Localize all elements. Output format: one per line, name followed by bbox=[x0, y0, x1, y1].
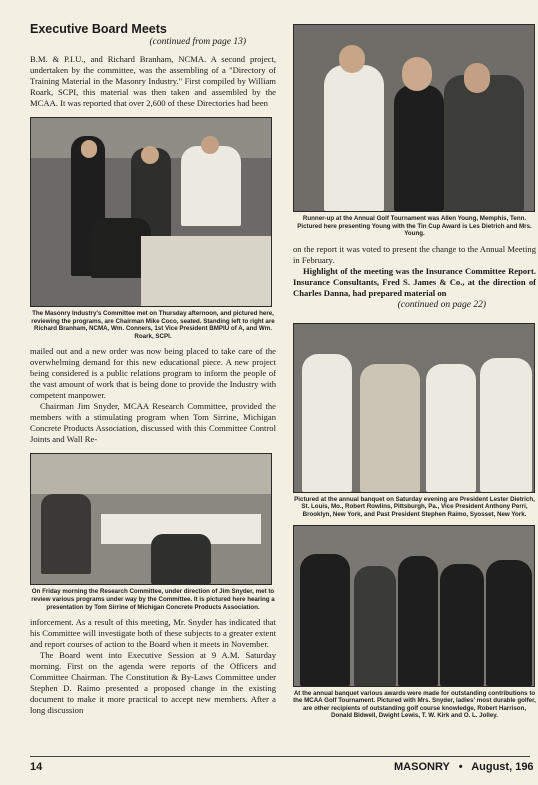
paragraph-2: mailed out and a new order was now being placed to take care of the overwhelming demand for this new educational piece. A new project being considered is a public relations program to inform the people of the vast amount of work that is being done to provide the Industry with competent manpower. bbox=[30, 346, 276, 401]
photo-research-committee bbox=[30, 453, 272, 585]
article-headline: Executive Board Meets bbox=[30, 22, 167, 36]
photo-committee-meeting bbox=[30, 117, 272, 307]
continued-from-note: (continued from page 13) bbox=[149, 37, 246, 47]
photo-golf-runner-up bbox=[293, 24, 535, 212]
paragraph-3: Chairman Jim Snyder, MCAA Research Committee, provided the members with a stimulating program when Tom Sirrine, Michigan Concrete Products Association, discussed with this Committee Control Joints and Wall Re- bbox=[30, 401, 276, 445]
photo-research-caption: On Friday morning the Research Committee, under direction of Jim Snyder, met to review various programs under way by the Committee. It is pictured here hearing a presentation by Tom Sirrine of Michigan Concrete Products Association. bbox=[31, 588, 275, 611]
paragraph-6: on the report it was voted to present the change to the Annual Meeting in February. bbox=[293, 243, 536, 265]
left-column bbox=[30, 22, 276, 716]
paragraph-4: inforcement. As a result of this meeting, Mr. Snyder has indicated that his Committee will investigate both of these subjects to a greater extent and report courses of action to the Board when it meets in November. bbox=[30, 617, 276, 650]
continued-on-note: (continued on page 22) bbox=[397, 299, 486, 310]
magazine-name: MASONRY bbox=[394, 761, 450, 773]
paragraph-5: The Board went into Executive Session at 9 A.M. Saturday morning. First on the agenda were reports of the Officers and Committee Chairman. The Constitution & By-Laws Committee under Stephen D. Raimo presented a proposed change in the existing document to make it more practical to accept new members. After a long discussion bbox=[30, 650, 276, 716]
photo-golf-caption: Runner-up at the Annual Golf Tournament was Allen Young, Memphis, Tenn. Pictured here presenting Young with the Tin Cup Award is Les Dietrich and Mrs. Young. bbox=[297, 215, 532, 238]
right-column bbox=[293, 24, 536, 726]
paragraph-7: Highlight of the meeting was the Insurance Committee Report. Insurance Consultants, Fred S. James & Co., at the direction of Charles Danna, had prepared material on bbox=[293, 265, 536, 298]
photo-golf-awards bbox=[293, 525, 535, 687]
footer-bullet: • bbox=[458, 761, 463, 773]
photo-awards-caption: At the annual banquet various awards were made for outstanding contributions to the MCAA Golf Tournament. Pictured with Mrs. Snyder, ladies' most durable golfer, are other recipients of outstanding golf course knowledge, Robert Harrison, Donald Bidwell, Dwight Lewis, T. W. Kirk and O. L. Jolley. bbox=[293, 689, 536, 720]
footer-publication bbox=[394, 761, 534, 773]
issue-date: August, 196 bbox=[471, 761, 534, 773]
photo-committee-caption: The Masonry Industry's Committee met on Thursday afternoon, and pictured here, reviewing the programs, are Chairman Mike Coco, seated. Standing left to right are Richard Branham, NCMA, Wm. Conners, 1st Vice President BMPIU of A, and Wm. Roark, SCPI. bbox=[31, 310, 275, 340]
page-number: 14 bbox=[30, 761, 43, 773]
photo-annual-banquet bbox=[293, 323, 535, 493]
photo-banquet-caption: Pictured at the annual banquet on Saturday evening are President Lester Dietrich, St. Louis, Mo., Robert Rowlins, Pittsburgh, Pa., Vice President Anthony Perri, Brooklyn, New York, and Past President Stephen Raimo, Syosset, New York. bbox=[294, 495, 535, 518]
paragraph-1: B.M. & P.I.U., and Richard Branham, NCMA. A second project, undertaken by the committee, was the assembling of a "Directory of Training Material in the Masonry Industry." First compiled by William Roark, SCPI, this material was then taken and assembled by the MCAA. It was reported that over 2,600 of these Directories had been bbox=[30, 54, 276, 108]
footer-rule bbox=[30, 756, 530, 758]
